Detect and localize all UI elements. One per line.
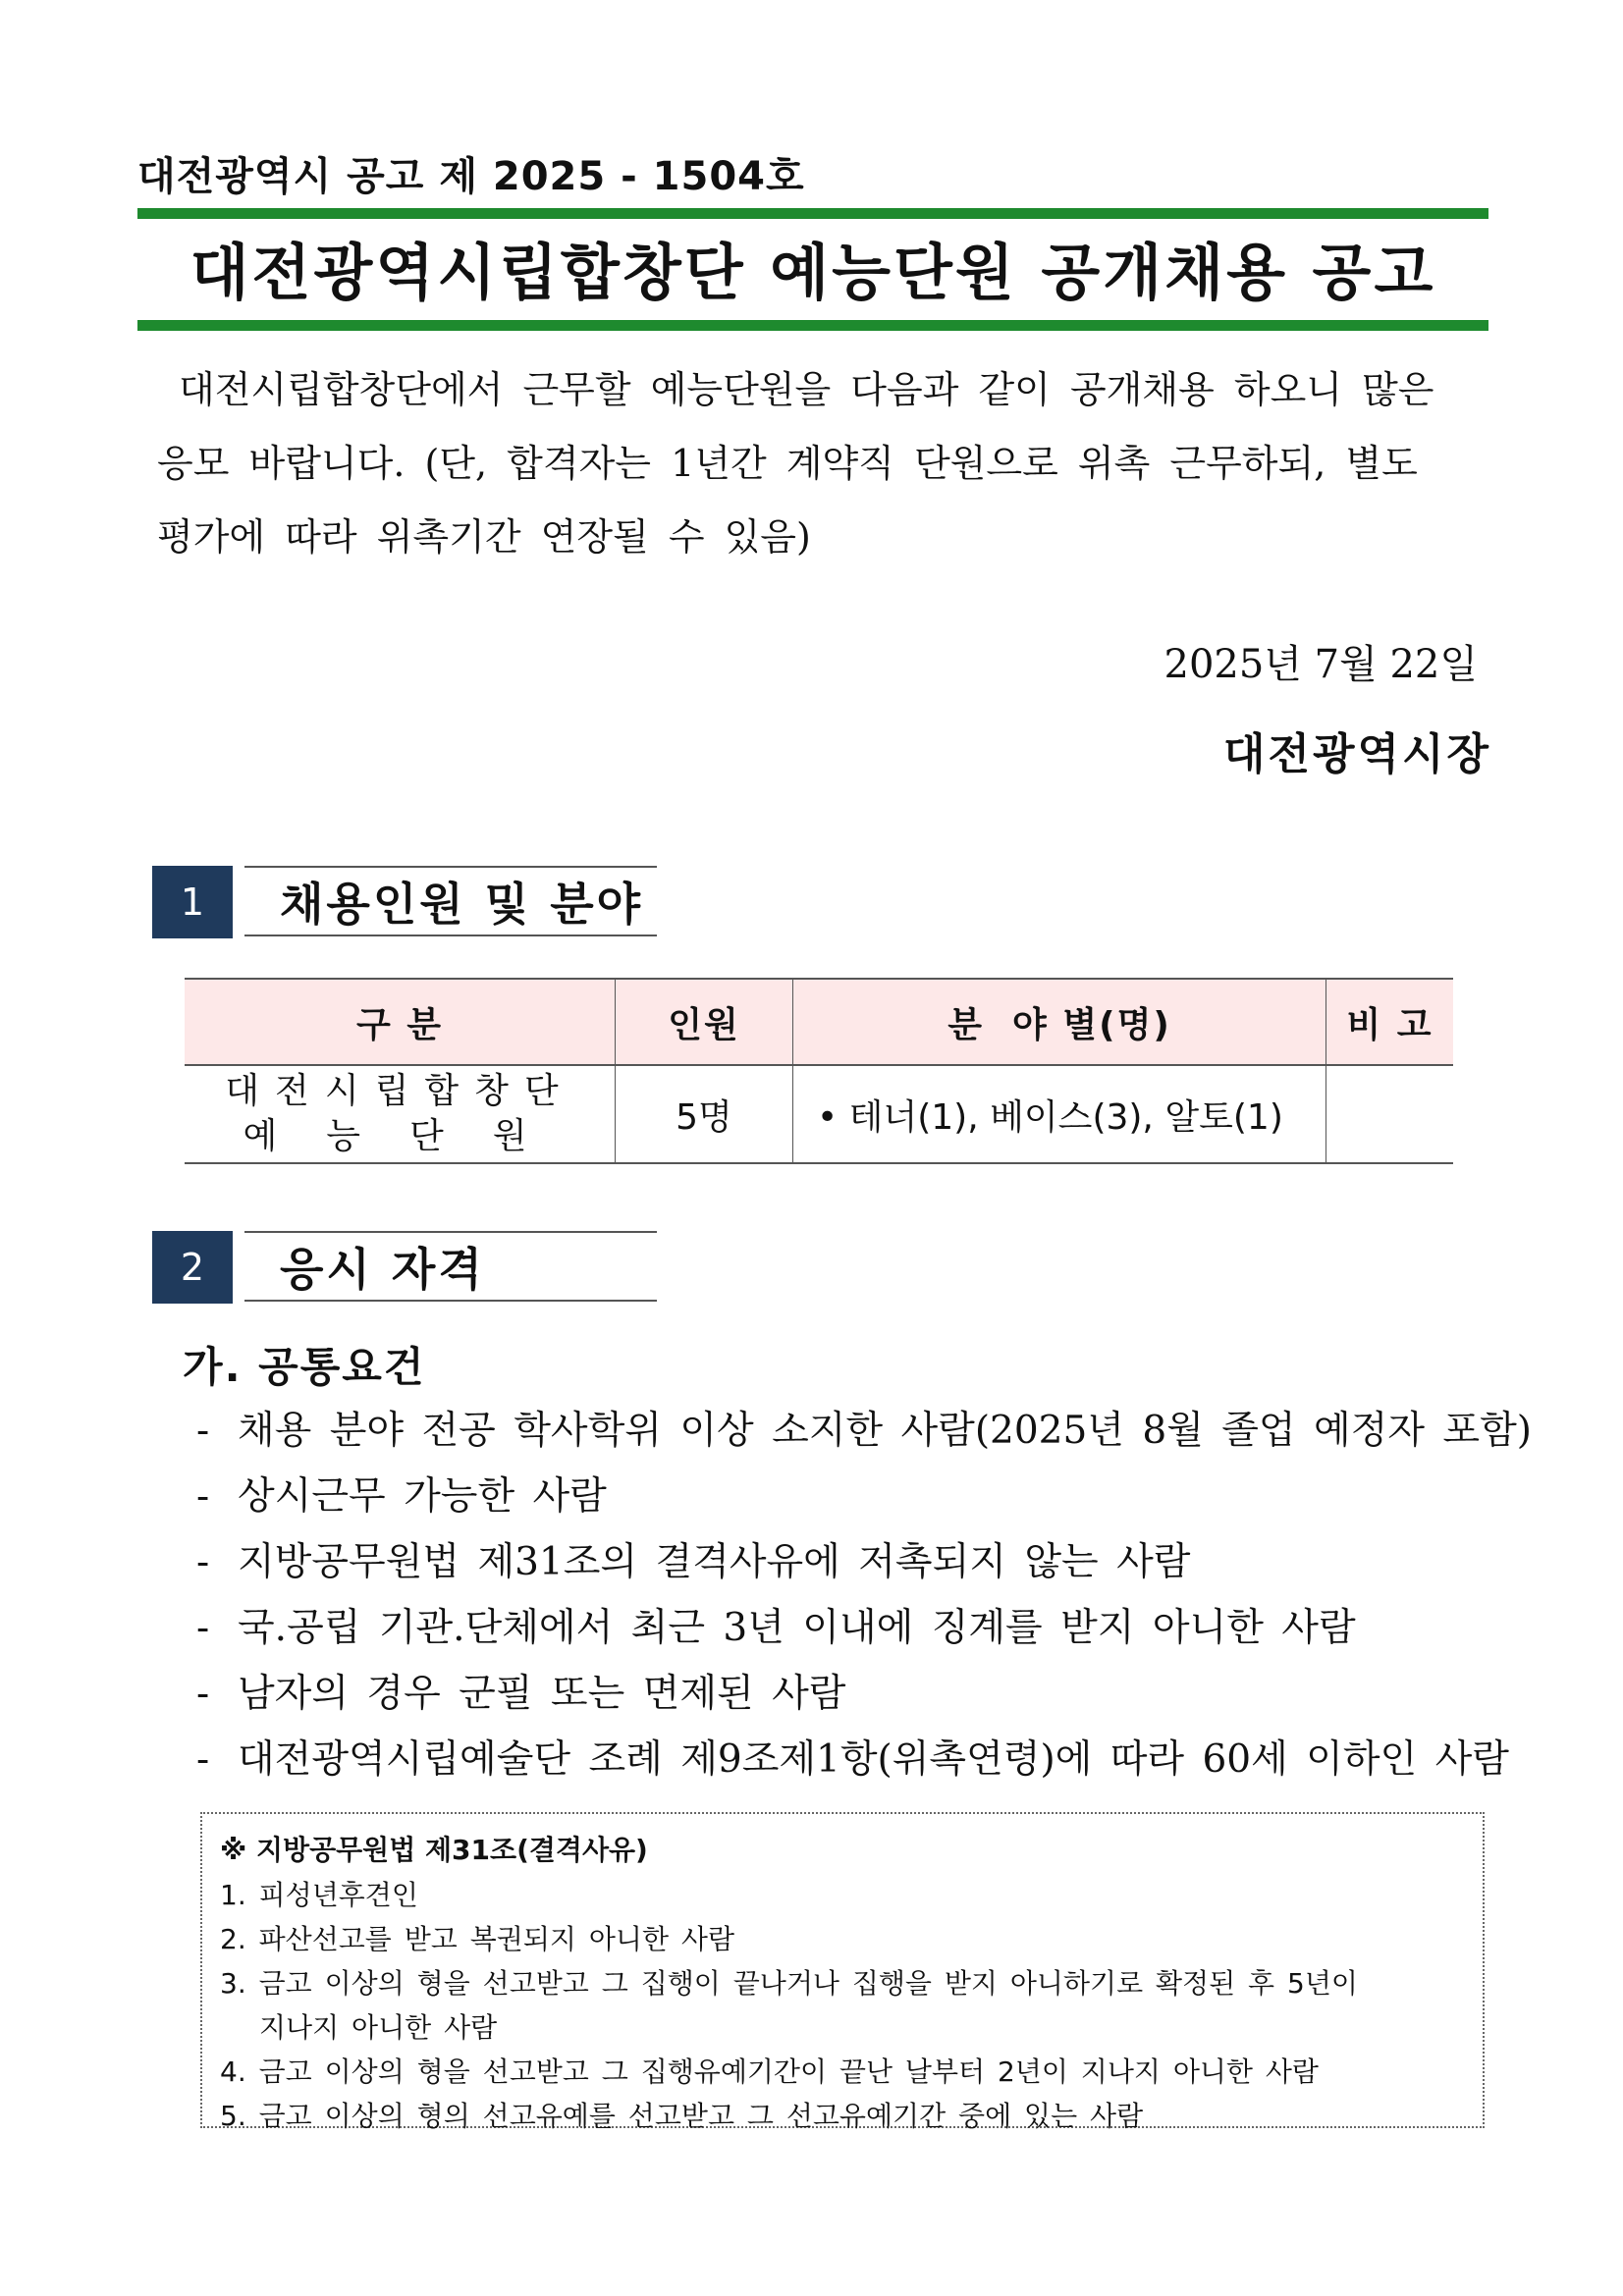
list-item-continuation: 지나지 아니한 사람 — [259, 2011, 498, 2044]
signer: 대전광역시장 — [1222, 729, 1491, 779]
note-list — [220, 1873, 1465, 2138]
list-item: 4. 금고 이상의 형을 선고받고 그 집행유예기간이 끝난 날부터 2년이 지나지 아니한 사람 — [220, 2056, 1319, 2088]
col-header-field: 분 야 별(명) — [793, 979, 1326, 1065]
intro-line-3: 평가에 따라 위촉기간 연장될 수 있음) — [157, 515, 811, 559]
requirements-list — [196, 1400, 1532, 1794]
list-item: - 채용 분야 전공 학사학위 이상 소지한 사람(2025년 8월 졸업 예정자 포함) — [196, 1409, 1532, 1453]
cell-department — [185, 1065, 616, 1163]
notice-date: 2025년 7월 22일 — [1163, 642, 1478, 687]
cell-remark — [1326, 1065, 1454, 1163]
page-title: 대전광역시립합창단 예능단원 공개채용 공고 — [189, 237, 1436, 308]
list-item: 5. 금고 이상의 형의 선고유예를 선고받고 그 선고유예기간 중에 있는 사람 — [220, 2100, 1144, 2132]
section-2-title: 응시 자격 — [244, 1231, 657, 1302]
table-row — [185, 1065, 1453, 1163]
note-title: ※ 지방공무원법 제31조(결격사유) — [220, 1834, 648, 1866]
disqualification-note-box — [200, 1812, 1485, 2132]
list-item: 1. 피성년후견인 — [220, 1879, 418, 1911]
col-header-category: 구 분 — [185, 979, 616, 1065]
dept-line-1: 대전시립합창단 — [225, 1071, 574, 1111]
list-item: - 대전광역시립예술단 조례 제9조제1항(위촉연령)에 따라 60세 이하인 사람 — [196, 1737, 1509, 1782]
section-2-number: 2 — [152, 1231, 233, 1304]
section-1-title: 채용인원 및 분야 — [244, 866, 657, 936]
list-item: 3. 금고 이상의 형을 선고받고 그 집행이 끝나거나 집행을 받지 아니하기로 확정된 후 5년이 — [220, 1967, 1358, 2000]
notice-number: 대전광역시 공고 제 2025 - 1504호 — [137, 154, 805, 199]
section-1-number: 1 — [152, 866, 233, 938]
bottom-green-rule — [137, 320, 1488, 331]
cell-count: 5명 — [616, 1065, 793, 1163]
intro-line-2: 응모 바랍니다. (단, 합격자는 1년간 계약직 단원으로 위촉 근무하되, 별도 — [157, 442, 1418, 485]
col-header-count: 인원 — [616, 979, 793, 1065]
table-header-row — [185, 979, 1453, 1065]
recruitment-table — [185, 978, 1453, 1164]
col-header-remark: 비 고 — [1326, 979, 1454, 1065]
common-requirements-heading: 가. 공통요건 — [183, 1343, 426, 1391]
list-item: - 지방공무원법 제31조의 결격사유에 저촉되지 않는 사람 — [196, 1540, 1191, 1584]
list-item: - 국.공립 기관.단체에서 최근 3년 이내에 징계를 받지 아니한 사람 — [196, 1606, 1356, 1650]
list-item: - 남자의 경우 군필 또는 면제된 사람 — [196, 1672, 846, 1716]
top-green-rule — [137, 208, 1488, 219]
intro-line-1: 대전시립합창단에서 근무할 예능단원을 다음과 같이 공개채용 하오니 많은 — [179, 368, 1434, 411]
intro-paragraph — [157, 353, 1479, 574]
cell-fields: • 테너(1), 베이스(3), 알토(1) — [793, 1065, 1326, 1163]
dept-line-2: 예능단원 — [243, 1116, 576, 1156]
list-item: - 상시근무 가능한 사람 — [196, 1474, 607, 1519]
list-item: 2. 파산선고를 받고 복권되지 아니한 사람 — [220, 1923, 734, 1955]
